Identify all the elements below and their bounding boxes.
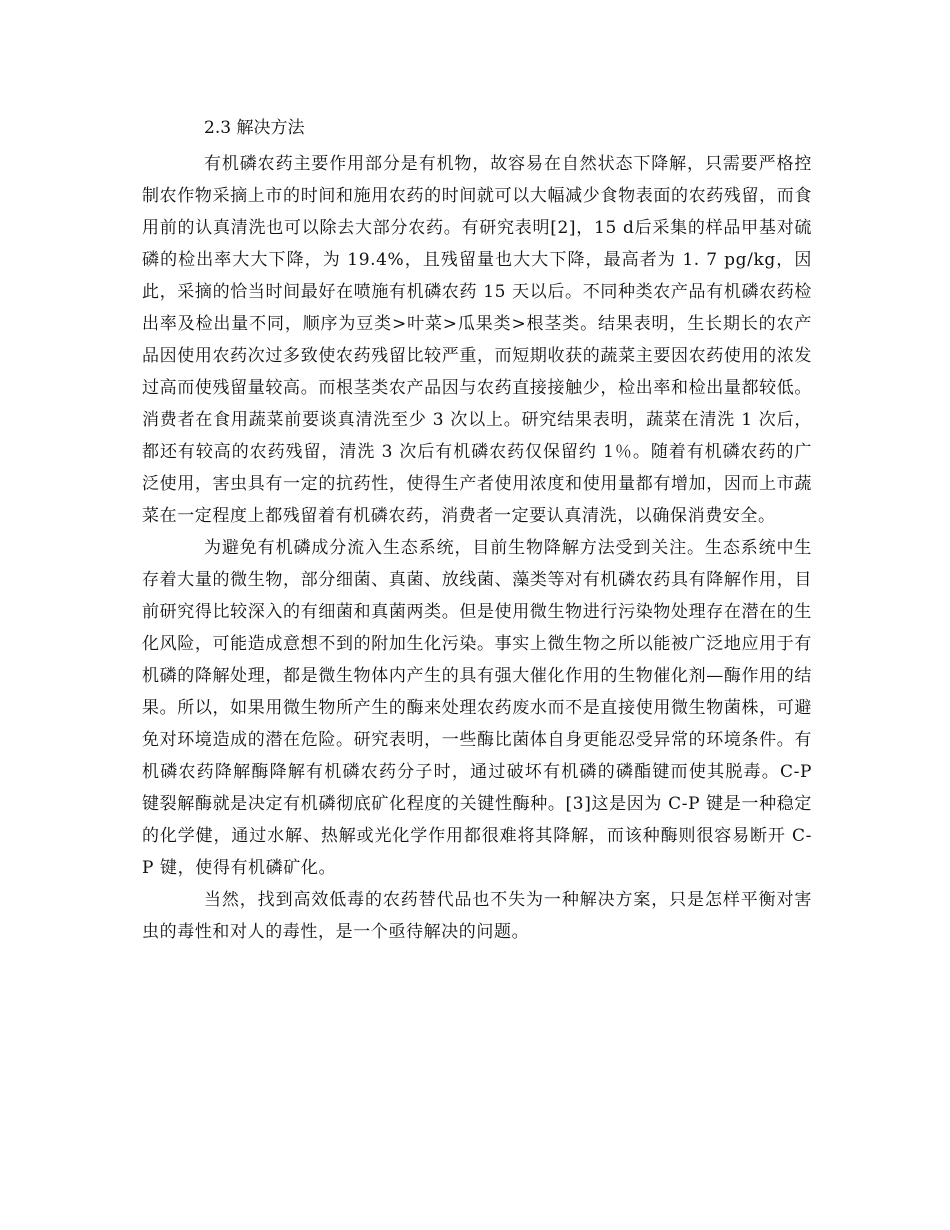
section-heading: 2.3 解决方法 <box>204 118 305 138</box>
paragraph-residue-control: 有机磷农药主要作用部分是有机物，故容易在自然状态下降解，只需要严格控制农作物采摘上市的时间和施用农药的时间就可以大幅减少食物表面的农药残留，而食用前的认真清洗也可以除去大部分农药。有研究表明[2]，15 d后采集的样品甲基对硫磷的检出率大大下降，为 19.4%，且残留量也大大下降，最高者为 1. 7 pg/kg，因此，采摘的恰当时间最好在喷施有机磷农药 15 天以后。不同种类农产品有机磷农药检出率及检出量不同，顺序为豆类>叶菜>瓜果类>根茎类。结果表明，生长期长的农产品因使用农药次过多致使农药残留比较严重，而短期收获的蔬菜主要因农药使用的浓发过高而使残留量较高。而根茎类农产品因与农药直接接触少，检出率和检出量都较低。消费者在食用蔬菜前要谈真清洗至少 3 次以上。研究结果表明，蔬菜在清洗 1 次后，都还有较高的农药残留，清洗 3 次后有机磷农药仅保留约 1％。随着有机磷农药的广泛使用，害虫具有一定的抗药性，使得生产者使用浓度和使用量都有增加，因而上市蔬菜在一定程度上都残留着有机磷农药，消费者一定要认真清洗，以确保消费安全。 <box>142 154 812 526</box>
paragraph-alternatives: 当然，找到高效低毒的农药替代品也不失为一种解决方案，只是怎样平衡对害虫的毒性和对人的毒性，是一个亟待解决的问题。 <box>142 890 812 942</box>
paragraph-biodegradation: 为避免有机磷成分流入生态系统，目前生物降解方法受到关注。生态系统中生存着大量的微生物，部分细菌、真菌、放线菌、藻类等对有机磷农药具有降解作用，目前研究得比较深入的有细菌和真菌两类。但是使用微生物进行污染物处理存在潜在的生化风险，可能造成意想不到的附加生化污染。事实上微生物之所以能被广泛地应用于有机磷的降解处理，都是微生物体内产生的具有强大催化作用的生物催化剂—酶作用的结果。所以，如果用微生物所产生的酶来处理农药废水而不是直接使用微生物菌株，可避免对环境造成的潜在危险。研究表明，一些酶比菌体自身更能忍受异常的环境条件。有机磷农药降解酶降解有机磷农药分子时，通过破坏有机磷的磷酯键而使其脱毒。C-P 键裂解酶就是决定有机磷彻底矿化程度的关键性酶种。[3]这是因为 C-P 键是一种稳定的化学健，通过水解、热解或光化学作用都很难将其降解，而该种酶则很容易断开 C-P 键，使得有机磷矿化。 <box>142 538 812 878</box>
document-page <box>142 112 812 948</box>
